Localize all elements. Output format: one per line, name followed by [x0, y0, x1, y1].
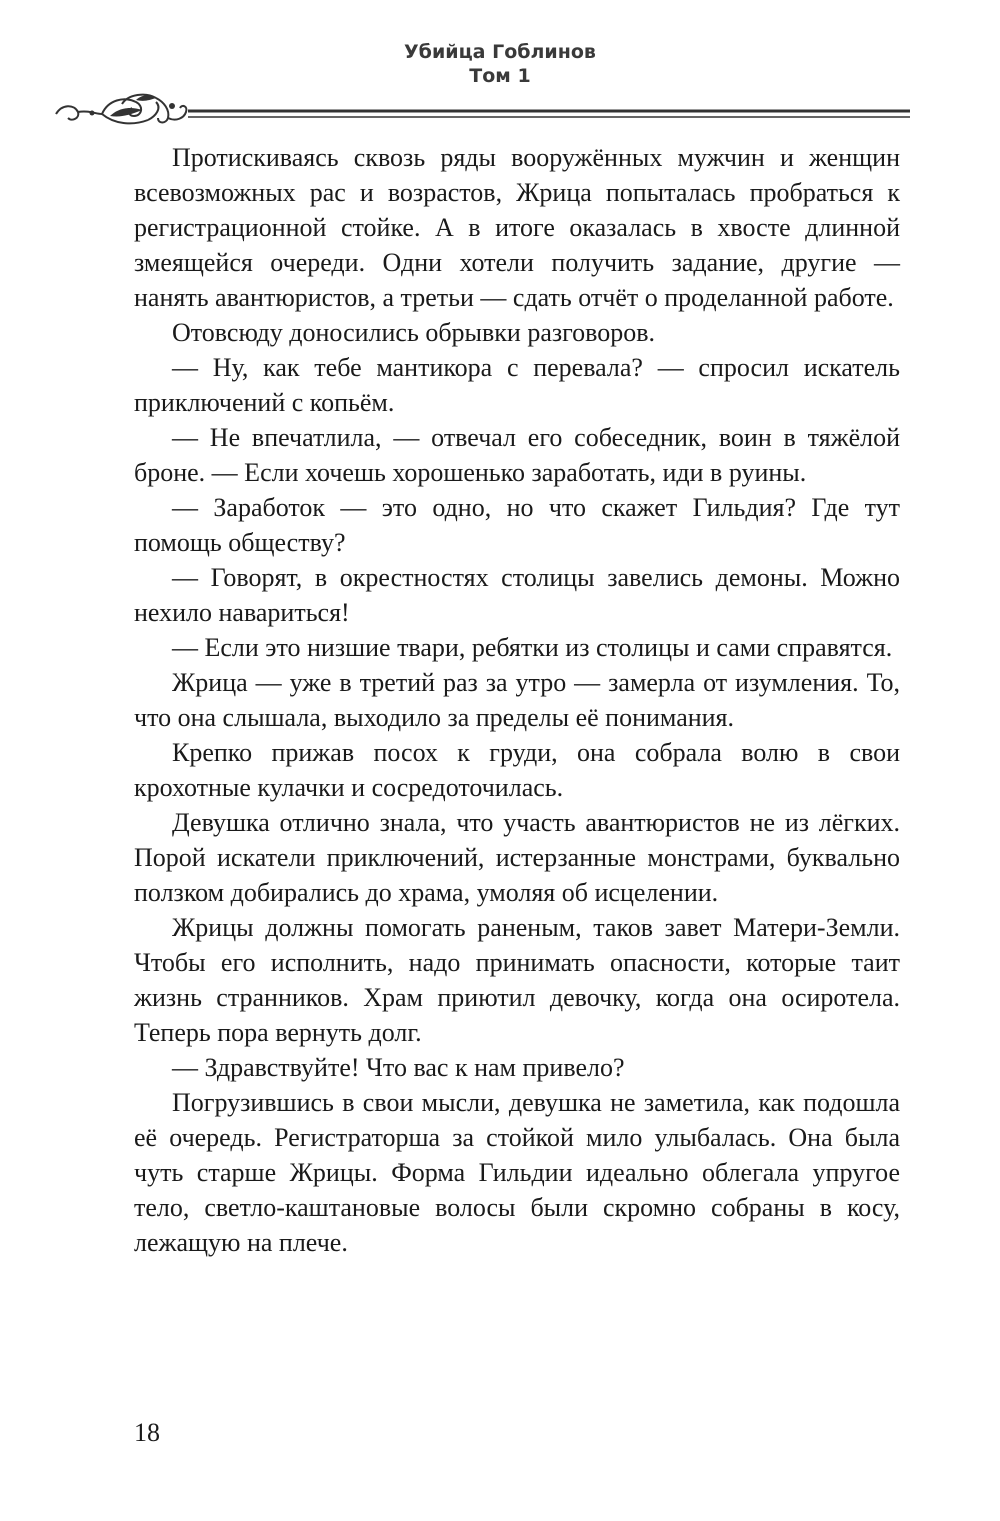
paragraph: Девушка отлично знала, что участь авантюристов не из лёгких. Порой искатели приключений, истерзанные монстрами, буквально ползком добирались до храма, умоляя об исцелении. — [134, 808, 900, 907]
paragraph: — Не впечатлила, — отвечал его собеседник, воин в тяжёлой броне. — Если хочешь хорошенько заработать, иди в руины. — [134, 423, 900, 487]
page-number: 18 — [134, 1418, 160, 1447]
header-ornament — [52, 92, 912, 136]
paragraph: — Если это низшие твари, ребятки из столицы и сами справятся. — [172, 633, 893, 662]
paragraph: Погрузившись в свои мысли, девушка не заметила, как подошла её очередь. Регистраторша за стойкой мило улыбалась. Она была чуть старше Жрицы. Форма Гильдии идеально облегала упругое тело, светло-каштановые волосы были скромно собраны в косу, лежащую на плече. — [134, 1088, 900, 1257]
paragraph: Отовсюду доносились обрывки разговоров. — [172, 318, 656, 347]
paragraph: Жрицы должны помогать раненым, таков завет Матери-Земли. Чтобы его исполнить, надо принимать опасности, которые таит жизнь странников. Храм приютил девочку, когда она осиротела. Теперь пора вернуть долг. — [134, 913, 900, 1047]
paragraph: — Говорят, в окрестностях столицы завелись демоны. Можно нехило навариться! — [134, 563, 900, 627]
paragraph: — Здравствуйте! Что вас к нам привело? — [172, 1053, 625, 1082]
paragraph: — Заработок — это одно, но что скажет Гильдия? Где тут помощь обществу? — [134, 493, 900, 557]
book-title: Убийца Гоблинов — [404, 41, 596, 63]
paragraph: — Ну, как тебе мантикора с перевала? — спросил искатель приключений с копьём. — [134, 353, 900, 417]
volume-label: Том 1 — [469, 65, 531, 87]
floral-ornament-icon — [52, 92, 912, 136]
paragraph: Крепко прижав посох к груди, она собрала волю в свои крохотные кулачки и сосредоточилась. — [134, 738, 900, 802]
paragraph: Жрица — уже в третий раз за утро — замерла от изумления. То, что она слышала, выходило за пределы её понимания. — [134, 668, 900, 732]
running-header — [0, 40, 1000, 88]
main-text — [134, 140, 900, 1260]
paragraph: Протискиваясь сквозь ряды вооружённых мужчин и женщин всевозможных рас и возрастов, Жрица попыталась пробраться к регистрационной стойке. А в итоге оказалась в хвосте длинной змеящейся очереди. Одни хотели получить задание, другие — нанять авантюристов, а третьи — сдать отчёт о проделанной работе. — [134, 143, 900, 312]
